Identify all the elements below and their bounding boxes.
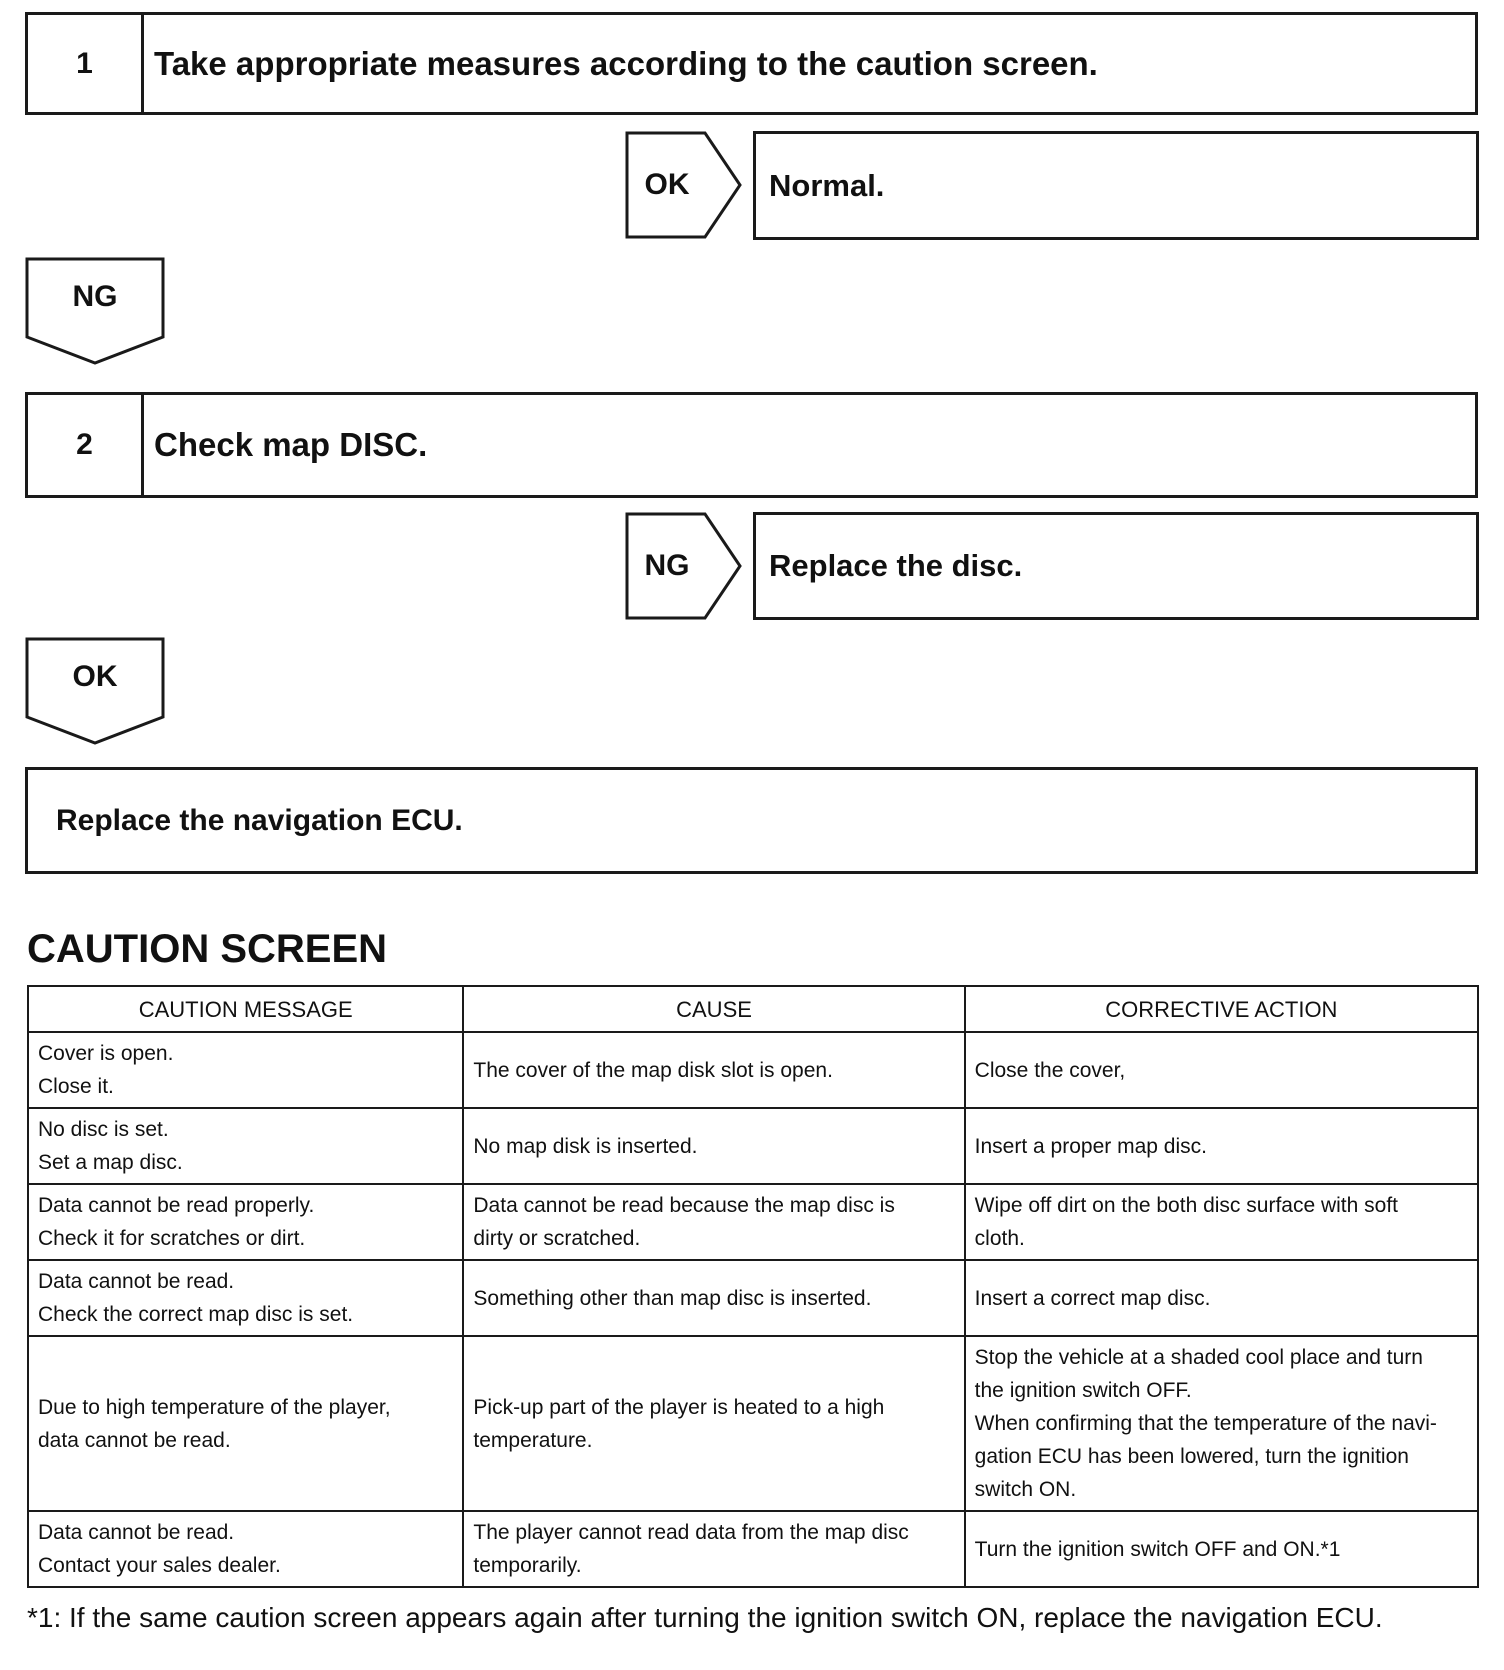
- table-row: [28, 1511, 1478, 1587]
- cell-line: Check it for scratches or dirt.: [38, 1227, 306, 1250]
- caution-message-cell: [28, 1184, 463, 1260]
- final-action-box: Replace the navigation ECU.: [25, 767, 1478, 874]
- cell-line: Data cannot be read.: [38, 1521, 235, 1544]
- cause-cell: [463, 1184, 964, 1260]
- down-arrow-ng-label: NG: [72, 280, 118, 313]
- caution-message-cell: [28, 1336, 463, 1511]
- cell-line: Close the cover,: [974, 1058, 1126, 1082]
- cell-line: switch ON.: [974, 1478, 1077, 1501]
- cell-line: Cover is open.: [38, 1042, 174, 1065]
- corrective-action-cell: [965, 1511, 1478, 1587]
- caution-message-cell: [28, 1032, 463, 1108]
- caution-message-cell: [28, 1260, 463, 1336]
- cell-line: Wipe off dirt on the both disc surface with soft: [974, 1194, 1398, 1217]
- cell-line: temporarily.: [473, 1554, 582, 1577]
- step-2-number: 2: [28, 395, 144, 495]
- cell-line: Contact your sales dealer.: [38, 1554, 281, 1577]
- cell-line: Insert a correct map disc.: [974, 1286, 1211, 1310]
- table-row: [28, 1336, 1478, 1511]
- cause-cell: [463, 1260, 964, 1336]
- cell-line: Insert a proper map disc.: [974, 1134, 1207, 1158]
- down-arrow-ok-label: OK: [72, 660, 118, 693]
- cell-line: No disc is set.: [38, 1118, 169, 1141]
- column-header-corrective-action: CORRECTIVE ACTION: [965, 986, 1478, 1032]
- table-row: [28, 1260, 1478, 1336]
- cell-line: Close it.: [38, 1075, 114, 1098]
- caution-table: [27, 985, 1479, 1588]
- cell-line: Data cannot be read because the map disc is: [473, 1194, 895, 1217]
- cause-cell: [463, 1511, 964, 1587]
- cell-line: gation ECU has been lowered, turn the ignition: [974, 1445, 1409, 1468]
- corrective-action-cell: [965, 1184, 1478, 1260]
- caution-table-header-row: [28, 986, 1478, 1032]
- corrective-action-cell: [965, 1336, 1478, 1511]
- cell-line: cloth.: [974, 1227, 1025, 1250]
- cell-line: Data cannot be read properly.: [38, 1194, 315, 1217]
- down-arrow-ok: [25, 637, 165, 745]
- cause-cell: [463, 1108, 964, 1184]
- column-header-cause: CAUSE: [463, 986, 964, 1032]
- column-header-caution-message: CAUTION MESSAGE: [28, 986, 463, 1032]
- step-2-box: [25, 392, 1478, 498]
- step-1-text: Take appropriate measures according to the caution screen.: [154, 44, 1098, 82]
- cell-line: The cover of the map disk slot is open.: [473, 1058, 833, 1082]
- branch-ng-arrow: [625, 512, 743, 620]
- cell-line: When confirming that the temperature of the navi-: [974, 1412, 1437, 1435]
- cell-line: The player cannot read data from the map disc: [473, 1521, 909, 1544]
- caution-message-cell: [28, 1108, 463, 1184]
- caution-screen-title: CAUTION SCREEN: [27, 927, 388, 971]
- cause-cell: [463, 1032, 964, 1108]
- table-row: [28, 1032, 1478, 1108]
- cell-line: Check the correct map disc is set.: [38, 1303, 354, 1326]
- cell-line: Turn the ignition switch OFF and ON.*1: [974, 1537, 1341, 1561]
- footnote: *1: If the same caution screen appears again after turning the ignition switch ON, replace the navigation ECU.: [27, 1602, 1383, 1633]
- cell-line: the ignition switch OFF.: [974, 1379, 1192, 1402]
- cell-line: dirty or scratched.: [473, 1227, 641, 1250]
- cell-line: Something other than map disc is inserted.: [473, 1286, 872, 1310]
- cell-line: data cannot be read.: [38, 1428, 231, 1452]
- branch-ok-arrow: [625, 131, 743, 239]
- result-normal-box: Normal.: [753, 131, 1479, 240]
- cell-line: temperature.: [473, 1428, 593, 1452]
- cause-cell: [463, 1336, 964, 1511]
- result-replace-disc-box: Replace the disc.: [753, 512, 1479, 620]
- step-1-number: 1: [28, 15, 144, 112]
- branch-ok-label: OK: [644, 168, 690, 201]
- cell-line: No map disk is inserted.: [473, 1134, 698, 1158]
- table-row: [28, 1108, 1478, 1184]
- branch-ng-label: NG: [644, 549, 690, 582]
- cell-line: Stop the vehicle at a shaded cool place and turn: [974, 1346, 1423, 1369]
- corrective-action-cell: [965, 1260, 1478, 1336]
- corrective-action-cell: [965, 1108, 1478, 1184]
- cell-line: Due to high temperature of the player,: [38, 1395, 391, 1419]
- caution-message-cell: [28, 1511, 463, 1587]
- cell-line: Set a map disc.: [38, 1151, 183, 1174]
- step-2-text: Check map DISC.: [154, 426, 428, 463]
- table-row: [28, 1184, 1478, 1260]
- corrective-action-cell: [965, 1032, 1478, 1108]
- step-1-box: [25, 12, 1478, 115]
- cell-line: Pick-up part of the player is heated to a high: [473, 1395, 885, 1419]
- down-arrow-ng: [25, 257, 165, 365]
- cell-line: Data cannot be read.: [38, 1270, 235, 1293]
